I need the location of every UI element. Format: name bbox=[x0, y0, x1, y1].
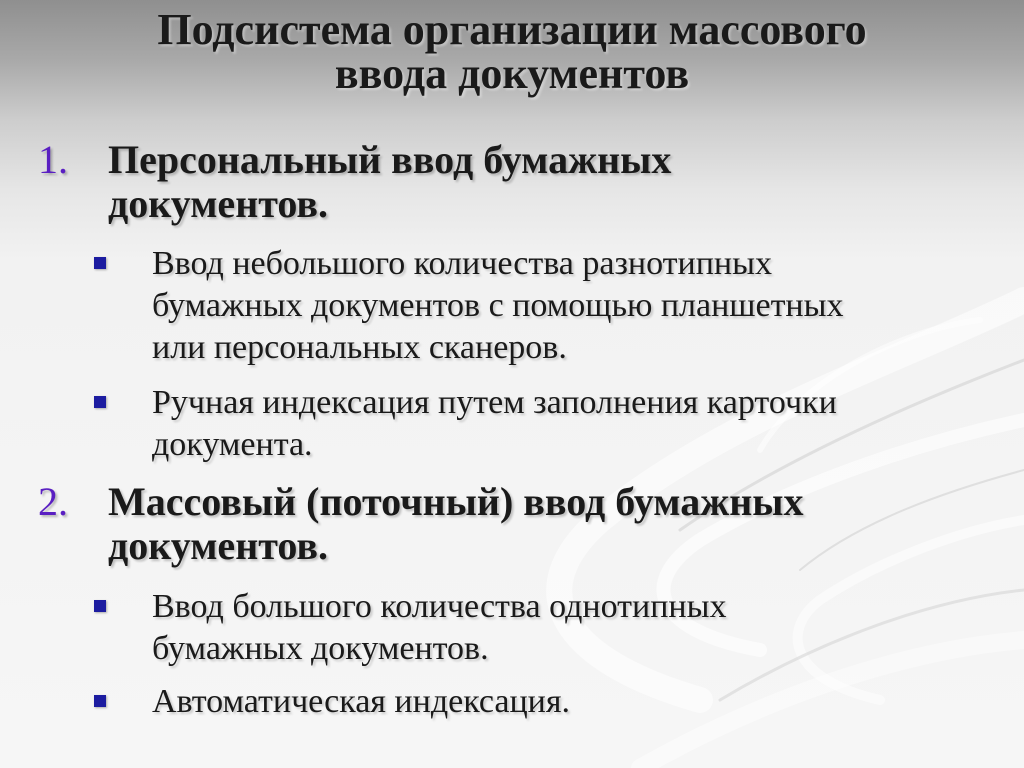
sub-item-line: Ручная индексация путем заполнения карточки bbox=[152, 384, 837, 421]
sub-item-1-2 bbox=[152, 382, 982, 466]
sub-item-2-1 bbox=[152, 586, 982, 670]
square-bullet-icon bbox=[94, 257, 106, 269]
square-bullet-icon bbox=[94, 396, 106, 408]
slide-title bbox=[0, 5, 1024, 98]
sub-item-2-2 bbox=[152, 681, 982, 723]
slide-title-line-1: Подсистема организации массового bbox=[157, 5, 867, 54]
list-heading-1-line-1: Персональный ввод бумажных bbox=[108, 137, 672, 182]
slide-title-line-2: ввода документов bbox=[334, 49, 690, 98]
list-heading-2-line-1: Массовый (поточный) ввод бумажных bbox=[108, 479, 804, 524]
list-heading-1 bbox=[108, 138, 988, 226]
square-bullet-icon bbox=[94, 695, 106, 707]
list-heading-1-line-2: документов. bbox=[108, 181, 328, 226]
sub-item-line: документа. bbox=[152, 426, 313, 463]
sub-item-line: Ввод большого количества однотипных bbox=[152, 588, 727, 625]
list-number-2: 2. bbox=[38, 479, 68, 524]
sub-item-line: бумажных документов. bbox=[152, 630, 489, 667]
list-number-1: 1. bbox=[38, 137, 68, 182]
list-heading-2-line-2: документов. bbox=[108, 523, 328, 568]
sub-item-1-1 bbox=[152, 243, 982, 369]
sub-item-line: Автоматическая индексация. bbox=[152, 683, 571, 720]
square-bullet-icon bbox=[94, 600, 106, 612]
list-heading-2 bbox=[108, 480, 988, 568]
sub-item-line: Ввод небольшого количества разнотипных bbox=[152, 245, 772, 282]
sub-item-line: бумажных документов с помощью планшетных bbox=[152, 287, 844, 324]
sub-item-line: или персональных сканеров. bbox=[152, 329, 567, 366]
